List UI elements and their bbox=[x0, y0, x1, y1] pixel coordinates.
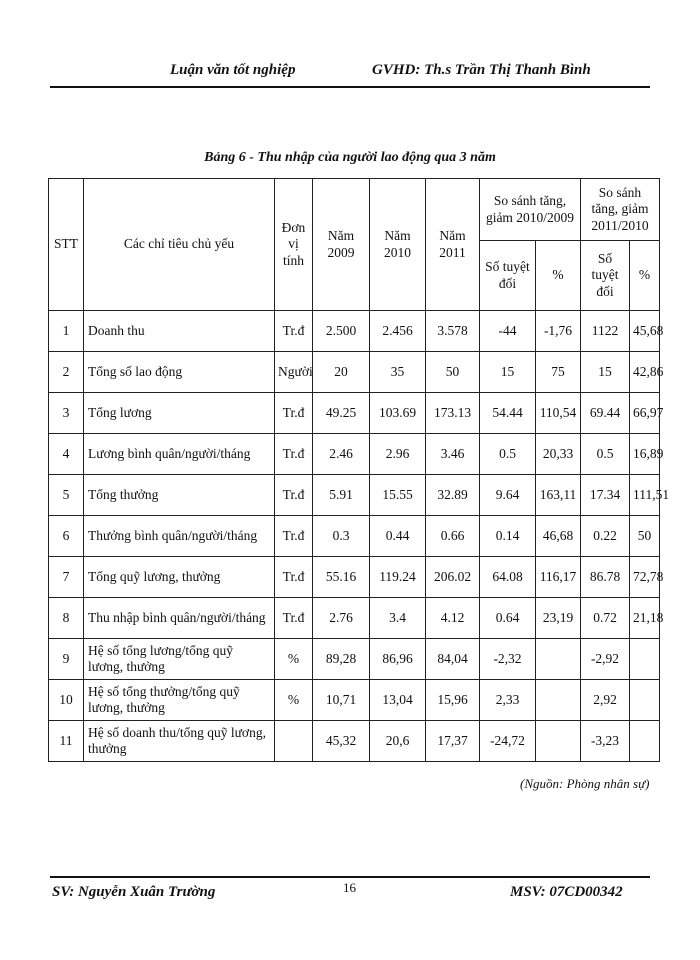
row-abs-2011: 0.72 bbox=[581, 598, 630, 639]
sub-abs-header: Số tuyệt đối bbox=[480, 241, 536, 311]
table-row bbox=[49, 516, 660, 557]
row-pct-2011 bbox=[630, 680, 660, 721]
row-abs-2011: 86.78 bbox=[581, 557, 630, 598]
row-unit: Tr.đ bbox=[275, 516, 313, 557]
row-2010: 35 bbox=[370, 352, 426, 393]
row-2009: 49.25 bbox=[313, 393, 370, 434]
footer-divider bbox=[50, 876, 650, 878]
group-2010-2009-header: So sánh tăng, giảm 2010/2009 bbox=[480, 179, 581, 241]
row-2010: 13,04 bbox=[370, 680, 426, 721]
row-2010: 2.456 bbox=[370, 311, 426, 352]
table-row bbox=[49, 475, 660, 516]
row-abs-2011: 15 bbox=[581, 352, 630, 393]
row-indicator: Thu nhập bình quân/người/tháng bbox=[84, 598, 275, 639]
row-2011: 32.89 bbox=[426, 475, 480, 516]
row-pct-2011: 72,78 bbox=[630, 557, 660, 598]
row-unit: Người bbox=[275, 352, 313, 393]
row-pct-2010: 163,11 bbox=[536, 475, 581, 516]
row-unit: % bbox=[275, 680, 313, 721]
source-note: (Nguồn: Phòng nhân sự) bbox=[520, 776, 650, 791]
row-pct-2011 bbox=[630, 639, 660, 680]
row-abs-2010: 15 bbox=[480, 352, 536, 393]
row-abs-2011: 69.44 bbox=[581, 393, 630, 434]
row-2010: 15.55 bbox=[370, 475, 426, 516]
row-abs-2011: 0.22 bbox=[581, 516, 630, 557]
row-pct-2011: 42,86 bbox=[630, 352, 660, 393]
row-indicator: Tổng lương bbox=[84, 393, 275, 434]
row-abs-2010: -44 bbox=[480, 311, 536, 352]
row-pct-2010: -1,76 bbox=[536, 311, 581, 352]
row-stt: 2 bbox=[49, 352, 84, 393]
row-unit bbox=[275, 721, 313, 762]
row-2009: 89,28 bbox=[313, 639, 370, 680]
footer-student-id: MSV: 07CD00342 bbox=[510, 884, 623, 900]
row-stt: 11 bbox=[49, 721, 84, 762]
table-row bbox=[49, 393, 660, 434]
row-indicator: Hệ số doanh thu/tổng quỹ lương, thưởng bbox=[84, 721, 275, 762]
row-stt: 5 bbox=[49, 475, 84, 516]
row-2011: 4.12 bbox=[426, 598, 480, 639]
row-abs-2010: 64.08 bbox=[480, 557, 536, 598]
row-pct-2010: 20,33 bbox=[536, 434, 581, 475]
row-2011: 206.02 bbox=[426, 557, 480, 598]
table-row bbox=[49, 434, 660, 475]
row-indicator: Hệ số tổng thưởng/tổng quỹ lương, thưởng bbox=[84, 680, 275, 721]
table-title: Bảng 6 - Thu nhập của người lao động qua 3 năm bbox=[204, 150, 496, 165]
row-abs-2011: 2,92 bbox=[581, 680, 630, 721]
row-abs-2011: -2,92 bbox=[581, 639, 630, 680]
row-2009: 45,32 bbox=[313, 721, 370, 762]
row-unit: Tr.đ bbox=[275, 475, 313, 516]
row-stt: 1 bbox=[49, 311, 84, 352]
row-2009: 0.3 bbox=[313, 516, 370, 557]
row-pct-2011: 66,97 bbox=[630, 393, 660, 434]
row-unit: Tr.đ bbox=[275, 393, 313, 434]
row-pct-2010 bbox=[536, 680, 581, 721]
row-2011: 0.66 bbox=[426, 516, 480, 557]
row-pct-2010: 110,54 bbox=[536, 393, 581, 434]
row-stt: 10 bbox=[49, 680, 84, 721]
row-unit: Tr.đ bbox=[275, 598, 313, 639]
row-2009: 5.91 bbox=[313, 475, 370, 516]
table-row bbox=[49, 557, 660, 598]
row-pct-2011 bbox=[630, 721, 660, 762]
row-2010: 119.24 bbox=[370, 557, 426, 598]
row-2009: 55.16 bbox=[313, 557, 370, 598]
sub-pct-header: % bbox=[536, 241, 581, 311]
row-abs-2010: 9.64 bbox=[480, 475, 536, 516]
row-2009: 10,71 bbox=[313, 680, 370, 721]
row-pct-2011: 45,68 bbox=[630, 311, 660, 352]
col-2011-header: Năm 2011 bbox=[426, 179, 480, 311]
row-2011: 3.46 bbox=[426, 434, 480, 475]
row-2010: 3.4 bbox=[370, 598, 426, 639]
header-divider bbox=[50, 86, 650, 88]
row-abs-2010: 0.5 bbox=[480, 434, 536, 475]
row-2011: 84,04 bbox=[426, 639, 480, 680]
row-2011: 17,37 bbox=[426, 721, 480, 762]
row-pct-2010 bbox=[536, 721, 581, 762]
table-row bbox=[49, 352, 660, 393]
header-thesis-label: Luận văn tốt nghiệp bbox=[170, 62, 296, 78]
row-indicator: Lương bình quân/người/tháng bbox=[84, 434, 275, 475]
row-pct-2010: 46,68 bbox=[536, 516, 581, 557]
row-2011: 50 bbox=[426, 352, 480, 393]
income-table bbox=[48, 178, 670, 762]
row-indicator: Hệ số tổng lương/tổng quỹ lương, thưởng bbox=[84, 639, 275, 680]
row-stt: 8 bbox=[49, 598, 84, 639]
row-abs-2010: 0.14 bbox=[480, 516, 536, 557]
row-unit: Tr.đ bbox=[275, 311, 313, 352]
row-indicator: Tổng số lao động bbox=[84, 352, 275, 393]
row-2011: 173.13 bbox=[426, 393, 480, 434]
col-stt-header: STT bbox=[49, 179, 84, 311]
row-stt: 7 bbox=[49, 557, 84, 598]
row-abs-2011: 17.34 bbox=[581, 475, 630, 516]
row-pct-2011: 21,18 bbox=[630, 598, 660, 639]
row-pct-2011: 111,51 bbox=[630, 475, 660, 516]
row-abs-2010: 54.44 bbox=[480, 393, 536, 434]
row-2010: 86,96 bbox=[370, 639, 426, 680]
row-abs-2010: 0.64 bbox=[480, 598, 536, 639]
row-pct-2010: 116,17 bbox=[536, 557, 581, 598]
row-abs-2011: -3,23 bbox=[581, 721, 630, 762]
row-indicator: Tổng thưởng bbox=[84, 475, 275, 516]
row-pct-2010: 23,19 bbox=[536, 598, 581, 639]
row-2009: 2.76 bbox=[313, 598, 370, 639]
row-pct-2010 bbox=[536, 639, 581, 680]
sub-abs-header: Số tuyệt đối bbox=[581, 241, 630, 311]
row-pct-2011: 50 bbox=[630, 516, 660, 557]
group-2011-2010-header: So sánh tăng, giảm 2011/2010 bbox=[581, 179, 660, 241]
row-2009: 2.500 bbox=[313, 311, 370, 352]
row-2010: 2.96 bbox=[370, 434, 426, 475]
page-number: 16 bbox=[343, 880, 356, 895]
row-stt: 4 bbox=[49, 434, 84, 475]
row-indicator: Thưởng bình quân/người/tháng bbox=[84, 516, 275, 557]
row-indicator: Tổng quỹ lương, thưởng bbox=[84, 557, 275, 598]
row-stt: 9 bbox=[49, 639, 84, 680]
row-2010: 0.44 bbox=[370, 516, 426, 557]
row-abs-2010: -24,72 bbox=[480, 721, 536, 762]
row-2009: 2.46 bbox=[313, 434, 370, 475]
row-2010: 20,6 bbox=[370, 721, 426, 762]
col-unit-header: Đơn vị tính bbox=[275, 179, 313, 311]
row-pct-2010: 75 bbox=[536, 352, 581, 393]
col-2010-header: Năm 2010 bbox=[370, 179, 426, 311]
row-unit: Tr.đ bbox=[275, 434, 313, 475]
row-stt: 3 bbox=[49, 393, 84, 434]
row-indicator: Doanh thu bbox=[84, 311, 275, 352]
footer-student: SV: Nguyễn Xuân Trường bbox=[52, 884, 216, 900]
row-2010: 103.69 bbox=[370, 393, 426, 434]
table-row bbox=[49, 639, 660, 680]
row-stt: 6 bbox=[49, 516, 84, 557]
sub-pct-header: % bbox=[630, 241, 660, 311]
row-unit: Tr.đ bbox=[275, 557, 313, 598]
col-indicator-header: Các chỉ tiêu chủ yếu bbox=[84, 179, 275, 311]
table-row bbox=[49, 680, 660, 721]
col-2009-header: Năm 2009 bbox=[313, 179, 370, 311]
table-row bbox=[49, 721, 660, 762]
row-2011: 15,96 bbox=[426, 680, 480, 721]
header-supervisor: GVHD: Th.s Trần Thị Thanh Bình bbox=[372, 62, 591, 78]
table-row bbox=[49, 311, 660, 352]
row-2009: 20 bbox=[313, 352, 370, 393]
row-abs-2011: 1122 bbox=[581, 311, 630, 352]
table-row bbox=[49, 598, 660, 639]
row-unit: % bbox=[275, 639, 313, 680]
row-abs-2010: -2,32 bbox=[480, 639, 536, 680]
row-abs-2010: 2,33 bbox=[480, 680, 536, 721]
row-2011: 3.578 bbox=[426, 311, 480, 352]
row-abs-2011: 0.5 bbox=[581, 434, 630, 475]
row-pct-2011: 16,89 bbox=[630, 434, 660, 475]
